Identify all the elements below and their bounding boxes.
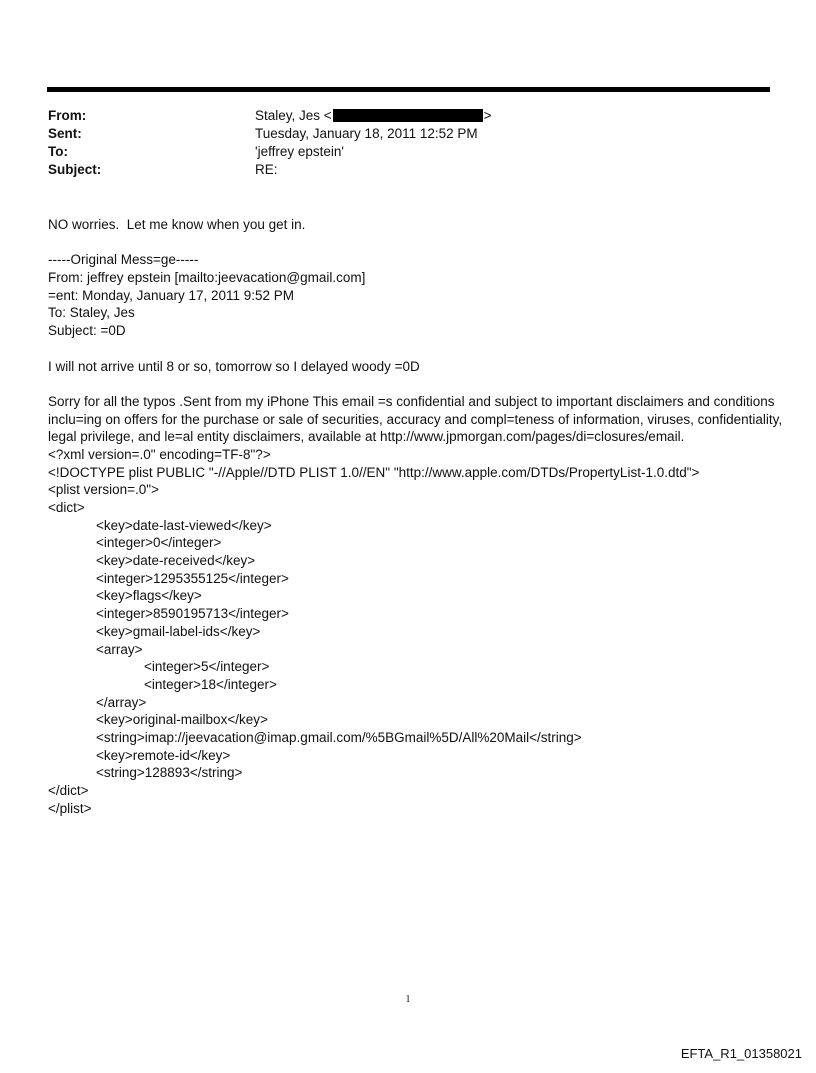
xml-line: <key>date-last-viewed</key> (96, 517, 272, 533)
document-id: EFTA_R1_01358021 (680, 1046, 802, 1061)
original-header-line: To: Staley, Jes (48, 305, 135, 321)
xml-line: </dict> (48, 783, 89, 799)
from-value-suffix: > (483, 108, 492, 123)
email-header (48, 107, 748, 179)
sent-row (48, 125, 748, 143)
xml-line: <integer>1295355125</integer> (96, 570, 289, 586)
xml-line: <string>128893</string> (96, 765, 243, 781)
from-value-prefix: Staley, Jes < (255, 108, 332, 123)
xml-line: <dict> (48, 500, 85, 516)
xml-line: <?xml version=.0" encoding=TF-8"?> (48, 446, 271, 462)
to-label: To: (48, 144, 68, 159)
xml-line: <integer>8590195713</integer> (96, 606, 289, 622)
original-header-line: -----Original Mess=ge----- (48, 252, 199, 268)
from-value (255, 107, 492, 125)
xml-line: <integer>5</integer> (144, 659, 270, 675)
email-body (48, 216, 783, 817)
to-value: 'jeffrey epstein' (255, 144, 344, 159)
xml-line: </array> (96, 694, 147, 710)
disclaimer-text: Sorry for all the typos .Sent from my iPhone This email =s confidential and subject to important disclaimers and conditions inclu=ing on offers for the purchase or sale of securities, accuracy and compl=teness of information, viruses, confidentiality, legal privilege, and le=al entity disclaimers, available at http://www.jpmorgan.com/pages/di=closures/email. (48, 393, 783, 445)
xml-line: <key>original-mailbox</key> (96, 712, 268, 728)
original-message-text: I will not arrive until 8 or so, tomorrow so I delayed woody =0D (48, 358, 420, 374)
xml-line: <key>remote-id</key> (96, 747, 231, 763)
xml-line: <key>flags</key> (96, 588, 202, 604)
xml-line: <string>imap://jeevacation@imap.gmail.com/%5BGmail%5D/All%20Mail</string> (96, 729, 582, 745)
xml-line: </plist> (48, 800, 92, 816)
reply-text: NO worries. Let me know when you get in. (48, 217, 306, 232)
page-number: 1 (405, 994, 411, 1005)
subject-value: RE: (255, 162, 278, 177)
from-label: From: (48, 108, 87, 123)
subject-row (48, 161, 748, 179)
subject-label: Subject: (48, 162, 102, 177)
sent-label: Sent: (48, 126, 82, 141)
xml-line: <integer>0</integer> (96, 535, 222, 551)
original-header-line: =ent: Monday, January 17, 2011 9:52 PM (48, 287, 295, 303)
to-row (48, 143, 748, 161)
xml-line: <key>date-received</key> (96, 553, 256, 569)
top-rule (47, 87, 770, 92)
from-row (48, 107, 748, 125)
sent-value: Tuesday, January 18, 2011 12:52 PM (255, 126, 478, 141)
xml-line: <integer>18</integer> (144, 676, 277, 692)
xml-line: <plist version=.0"> (48, 482, 159, 498)
original-header-line: From: jeffrey epstein [mailto:jeevacation@gmail.com] (48, 270, 366, 286)
xml-line: <array> (96, 641, 143, 657)
original-header-line: Subject: =0D (48, 323, 126, 339)
redaction-block (333, 109, 483, 122)
xml-line: <!DOCTYPE plist PUBLIC "-//Apple//DTD PLIST 1.0//EN" "http://www.apple.com/DTDs/PropertyList-1.0.dtd"> (48, 464, 700, 480)
xml-line: <key>gmail-label-ids</key> (96, 623, 261, 639)
